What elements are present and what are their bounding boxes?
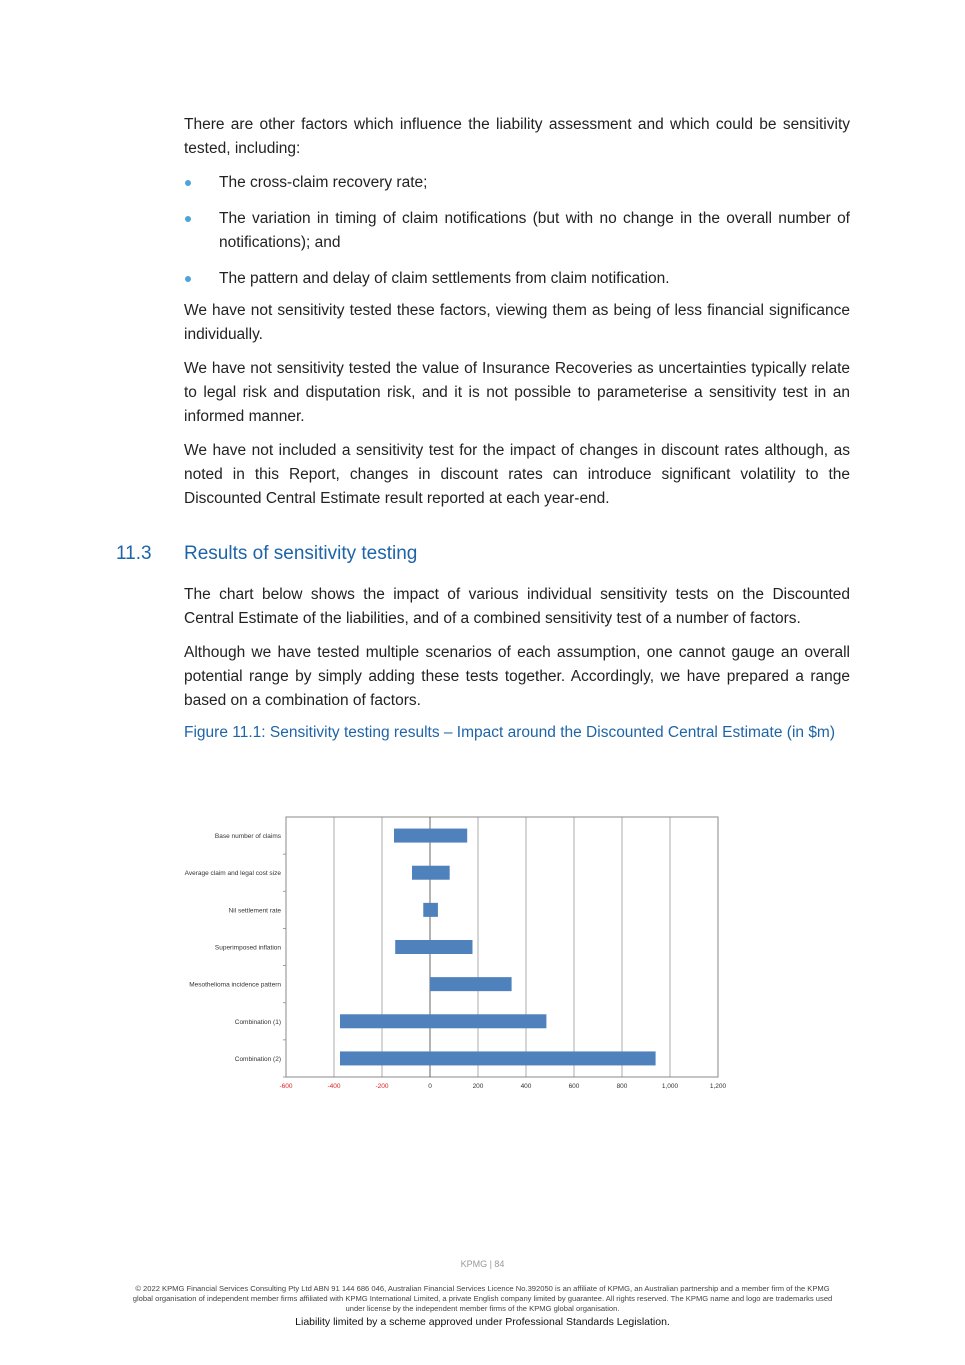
body-text-top xyxy=(184,113,850,521)
bar xyxy=(423,903,438,917)
liability-notice: Liability limited by a scheme approved under Professional Standards Legislation. xyxy=(295,1316,670,1328)
bullet-dot-icon xyxy=(185,216,191,222)
bar xyxy=(412,866,450,880)
bullet-text: The cross-claim recovery rate; xyxy=(219,174,428,191)
y-category-label: Combination (2) xyxy=(234,1055,281,1063)
page-number: KPMG | 84 xyxy=(460,1259,505,1269)
bar xyxy=(394,829,467,843)
y-category-label: Average claim and legal cost size xyxy=(184,870,281,878)
bullet-text: The pattern and delay of claim settlements from claim notification. xyxy=(219,270,670,287)
intro-paragraph: There are other factors which influence the liability assessment and which could be sensitivity tested, including: xyxy=(184,116,850,157)
y-category-label: Nil settlement rate xyxy=(228,907,281,915)
bar xyxy=(340,1051,656,1065)
x-tick-label: 0 xyxy=(428,1083,432,1090)
bullet-dot-icon xyxy=(185,276,191,282)
x-tick-label: -600 xyxy=(279,1083,293,1090)
x-tick-label: 800 xyxy=(616,1083,628,1090)
legal-notice: © 2022 KPMG Financial Services Consulting Pty Ltd ABN 91 144 686 046, Australian Financial Services Licence No.392050 is an affiliate of KPMG, an Australian partnership and a member firm of the KPMG global organisation of independent member firms affiliated with KPMG International Limited, a private English company limited by guarantee. All rights reserved. The KPMG name and logo are trademarks used under license by the independent member firms of the KPMG global organisation. xyxy=(132,1284,833,1313)
paragraph: We have not sensitivity tested the value of Insurance Recoveries as uncertainties typically relate to legal risk and disputation risk, and it is not possible to parameterise a sensitivity test in an informed manner. xyxy=(184,360,850,425)
x-tick-label: -400 xyxy=(327,1083,341,1090)
x-tick-label: 200 xyxy=(472,1083,484,1090)
section-title: Results of sensitivity testing xyxy=(184,543,418,564)
paragraph: We have not sensitivity tested these factors, viewing them as being of less financial significance individually. xyxy=(184,302,850,343)
y-category-label: Superimposed inflation xyxy=(214,944,281,952)
sensitivity-chart xyxy=(180,810,740,1100)
x-tick-label: 400 xyxy=(520,1083,532,1090)
bar xyxy=(430,977,512,991)
plot-frame xyxy=(286,817,718,1077)
factor-list xyxy=(184,171,850,291)
bullet-text: The variation in timing of claim notifications (but with no change in the overall number of notifications); and xyxy=(219,210,850,251)
bullet-item xyxy=(184,267,850,291)
x-tick-label: 1,000 xyxy=(661,1083,679,1090)
x-tick-label: 1,200 xyxy=(709,1083,727,1090)
body-text-bottom xyxy=(184,583,850,743)
paragraph: The chart below shows the impact of various individual sensitivity tests on the Discounted Central Estimate of the liabilities, and of a combined sensitivity test of a number of factors. xyxy=(184,586,850,627)
bar xyxy=(340,1014,546,1028)
x-tick-label: 600 xyxy=(568,1083,580,1090)
bullet-item xyxy=(184,207,850,255)
y-category-label: Combination (1) xyxy=(234,1018,281,1026)
paragraph: We have not included a sensitivity test for the impact of changes in discount rates although, as noted in this Report, changes in discount rates can introduce significant volatility to the Discounted Central Estimate result reported at each year-end. xyxy=(184,442,850,507)
y-category-label: Base number of claims xyxy=(214,833,281,841)
bullet-item xyxy=(184,171,850,195)
y-category-label: Mesothelioma incidence pattern xyxy=(189,981,281,989)
section-number: 11.3 xyxy=(116,543,152,564)
bar xyxy=(395,940,472,954)
figure-caption: Figure 11.1: Sensitivity testing results – Impact around the Discounted Central Estimate (in $m) xyxy=(184,724,836,741)
bullet-dot-icon xyxy=(185,180,191,186)
x-tick-label: -200 xyxy=(375,1083,389,1090)
paragraph: Although we have tested multiple scenarios of each assumption, one cannot gauge an overall potential range by simply adding these tests together. Accordingly, we have prepared a range based on a combination of factors. xyxy=(184,644,850,709)
